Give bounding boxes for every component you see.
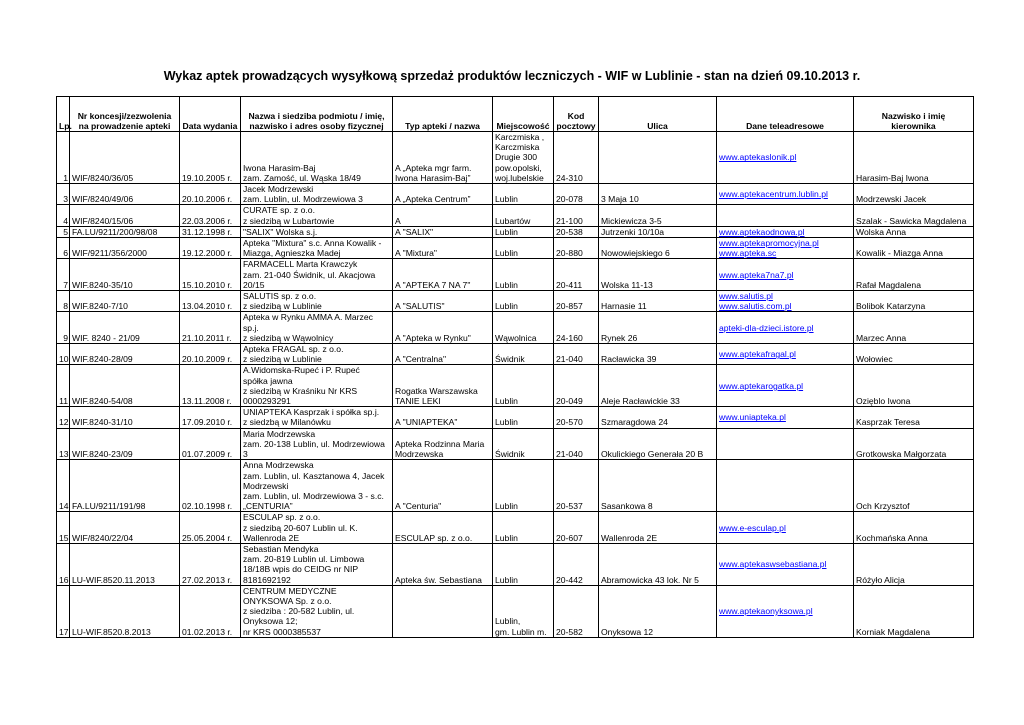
website-link-text[interactable]: www.aptekapromocyjna.pl www.apteka.sc [719, 238, 819, 259]
pharmacy-type: ESCULAP sp. z o.o. [393, 512, 493, 544]
row-number: 17 [57, 585, 70, 637]
header-lp: Lp. [57, 97, 70, 132]
header-pharmacy-type: Typ apteki / nazwa [393, 97, 493, 132]
website-link [717, 226, 854, 237]
issue-date: 19.10.2005 r. [180, 132, 241, 184]
entity-name: CENTRUM MEDYCZNE ONYKSOWA Sp. z o.o. z siedziba : 20-582 Lublin, ul. Onyksowa 12; nr KRS 0000385537 [241, 585, 393, 637]
license-number: LU-WIF.8520.11.2013 [70, 543, 180, 585]
town: Świdnik [493, 428, 554, 460]
header-entity-name: Nazwa i siedziba podmiotu / imię, nazwisko i adres osoby fizycznej [241, 97, 393, 132]
town: Wąwolnica [493, 312, 554, 344]
manager-name: Modrzewski Jacek [854, 184, 974, 205]
row-number: 15 [57, 512, 70, 544]
website-link-text[interactable]: www.uniapteka.pl [719, 412, 786, 423]
website-link [717, 238, 854, 259]
license-number: WIF/8240/49/06 [70, 184, 180, 205]
license-number: FA.LU/9211/200/98/08 [70, 226, 180, 237]
pharmacy-type: A "Centuria" [393, 460, 493, 512]
row-number: 6 [57, 238, 70, 259]
license-number: WIF/8240/36/05 [70, 132, 180, 184]
town: Świdnik [493, 344, 554, 365]
website-link [717, 585, 854, 637]
website-link-text[interactable]: www.aptekafragal.pl [719, 349, 796, 360]
issue-date: 25.05.2004 r. [180, 512, 241, 544]
entity-name: UNIAPTEKA Kasprzak i spółka sp.j. z siedzbą w Milanówku [241, 407, 393, 428]
license-number: FA.LU/9211/191/98 [70, 460, 180, 512]
website-link [717, 205, 854, 226]
issue-date: 21.10.2011 r. [180, 312, 241, 344]
table-row [57, 407, 974, 428]
street: Jutrzenki 10/10a [599, 226, 717, 237]
town: Karczmiska , Karczmiska Drugie 300 pow.opolski, woj.lubelskie [493, 132, 554, 184]
license-number: WIF.8240-31/10 [70, 407, 180, 428]
pharmacy-type: A "Apteka w Rynku" [393, 312, 493, 344]
row-number: 7 [57, 259, 70, 291]
entity-name: Apteka FRAGAL sp. z o.o. z siedzibą w Lublinie [241, 344, 393, 365]
postal-code: 20-411 [554, 259, 599, 291]
postal-code: 20-880 [554, 238, 599, 259]
website-link [717, 132, 854, 184]
issue-date: 20.10.2006 r. [180, 184, 241, 205]
table-row [57, 132, 974, 184]
postal-code: 20-857 [554, 291, 599, 312]
issue-date: 27.02.2013 r. [180, 543, 241, 585]
header-contact: Dane teleadresowe [717, 97, 854, 132]
entity-name: Apteka w Rynku AMMA A. Marzec sp.j. z siedzibą w Wąwolnicy [241, 312, 393, 344]
manager-name: Wołowiec [854, 344, 974, 365]
town: Lublin [493, 407, 554, 428]
entity-name: CURATE sp. z o.o. z siedzibą w Lubartowie [241, 205, 393, 226]
row-number: 4 [57, 205, 70, 226]
manager-name: Kochmańska Anna [854, 512, 974, 544]
entity-name: ESCULAP sp. z o.o. z siedzibą 20-607 Lublin ul. K. Wallenroda 2E [241, 512, 393, 544]
postal-code: 20-607 [554, 512, 599, 544]
street: Nowowiejskiego 6 [599, 238, 717, 259]
website-link-text[interactable]: www.aptekaslonik.pl [719, 152, 797, 163]
table-row [57, 460, 974, 512]
town: Lublin [493, 543, 554, 585]
entity-name: Sebastian Mendyka zam. 20-819 Lublin ul. Limbowa 18/18B wpis do CEIDG nr NIP 8181692192 [241, 543, 393, 585]
website-link-text[interactable]: www.e-esculap.pl [719, 522, 786, 533]
manager-name: Harasim-Baj Iwona [854, 132, 974, 184]
website-link [717, 512, 854, 544]
street [599, 132, 717, 184]
website-link [717, 259, 854, 291]
table-row [57, 238, 974, 259]
website-link [717, 344, 854, 365]
manager-name: Szalak - Sawicka Magdalena [854, 205, 974, 226]
pharmacy-type: Apteka św. Sebastiana [393, 543, 493, 585]
street: 3 Maja 10 [599, 184, 717, 205]
table-row [57, 344, 974, 365]
manager-name: Ozięblo Iwona [854, 365, 974, 407]
street: Abramowicka 43 lok. Nr 5 [599, 543, 717, 585]
postal-code: 21-040 [554, 344, 599, 365]
row-number: 9 [57, 312, 70, 344]
manager-name: Różyło Alicja [854, 543, 974, 585]
postal-code: 24-310 [554, 132, 599, 184]
town: Lublin [493, 512, 554, 544]
town: Lublin [493, 184, 554, 205]
town: Lublin [493, 460, 554, 512]
postal-code: 24-160 [554, 312, 599, 344]
postal-code: 21-040 [554, 428, 599, 460]
street: Mickiewicza 3-5 [599, 205, 717, 226]
row-number: 3 [57, 184, 70, 205]
postal-code: 20-049 [554, 365, 599, 407]
pharmacy-type: A "SALIX" [393, 226, 493, 237]
street: Szmaragdowa 24 [599, 407, 717, 428]
website-link-text[interactable]: www.aptekacentrum.lublin.pl [719, 189, 828, 200]
website-link [717, 312, 854, 344]
street: Rynek 26 [599, 312, 717, 344]
pharmacy-type: A [393, 205, 493, 226]
row-number: 12 [57, 407, 70, 428]
license-number: WIF.8240-7/10 [70, 291, 180, 312]
town: Lubartów [493, 205, 554, 226]
table-row [57, 291, 974, 312]
postal-code: 20-582 [554, 585, 599, 637]
website-link-text[interactable]: apteki-dla-dzieci.istore.pl [719, 322, 814, 333]
issue-date: 01.07.2009 r. [180, 428, 241, 460]
pharmacy-type: Rogatka Warszawska TANIE LEKI [393, 365, 493, 407]
street: Wallenroda 2E [599, 512, 717, 544]
manager-name: Korniak Magdalena [854, 585, 974, 637]
entity-name: Iwona Harasim-Baj zam. Zamość, ul. Wąska 18/49 [241, 132, 393, 184]
postal-code: 20-570 [554, 407, 599, 428]
license-number: WIF.8240-28/09 [70, 344, 180, 365]
license-number: WIF. 8240 - 21/09 [70, 312, 180, 344]
issue-date: 20.10.2009 r. [180, 344, 241, 365]
license-number: WIF/9211/356/2000 [70, 238, 180, 259]
pharmacy-type: Apteka Rodzinna Maria Modrzewska [393, 428, 493, 460]
website-link-text[interactable]: www.aptekarogatka.pl [719, 380, 804, 391]
license-number: WIF/8240/22/04 [70, 512, 180, 544]
table-row [57, 226, 974, 237]
postal-code: 20-538 [554, 226, 599, 237]
entity-name: A.Widomska-Rupeć i P. Rupeć spółka jawna z siedzibą w Kraśniku Nr KRS 0000293291 [241, 365, 393, 407]
entity-name: Anna Modrzewska zam. Lublin, ul. Kasztanowa 4, Jacek Modrzewski zam. Lublin, ul. Modrzewiowa 3 - s.c. „CENTURIA” [241, 460, 393, 512]
pharmacy-type: A "UNIAPTEKA" [393, 407, 493, 428]
header-postal-code: Kod pocztowy [554, 97, 599, 132]
row-number: 13 [57, 428, 70, 460]
pharmacy-type: A "APTEKA 7 NA 7" [393, 259, 493, 291]
header-manager: Nazwisko i imię kierownika [854, 97, 974, 132]
entity-name: "SALIX" Wolska s.j. [241, 226, 393, 237]
entity-name: FARMACELL Marta Krawczyk zam. 21-040 Świdnik, ul. Akacjowa 20/15 [241, 259, 393, 291]
license-number: WIF/8240/15/06 [70, 205, 180, 226]
issue-date: 01.02.2013 r. [180, 585, 241, 637]
postal-code: 20-537 [554, 460, 599, 512]
street: Wolska 11-13 [599, 259, 717, 291]
website-link [717, 543, 854, 585]
pharmacy-type: A „Apteka Centrum” [393, 184, 493, 205]
manager-name: Bolibok Katarzyna [854, 291, 974, 312]
table-row [57, 428, 974, 460]
row-number: 1 [57, 132, 70, 184]
header-town: Miejscowość [493, 97, 554, 132]
website-link [717, 428, 854, 460]
street: Racławicka 39 [599, 344, 717, 365]
town: Lublin [493, 259, 554, 291]
manager-name: Kasprzak Teresa [854, 407, 974, 428]
table-row [57, 312, 974, 344]
issue-date: 15.10.2010 r. [180, 259, 241, 291]
manager-name: Grotkowska Małgorzata [854, 428, 974, 460]
license-number: LU-WIF.8520.8.2013 [70, 585, 180, 637]
town: Lublin [493, 365, 554, 407]
table-row [57, 259, 974, 291]
street: Sasankowa 8 [599, 460, 717, 512]
row-number: 11 [57, 365, 70, 407]
website-link [717, 365, 854, 407]
website-link [717, 184, 854, 205]
manager-name: Marzec Anna [854, 312, 974, 344]
pharmacy-type: A "SALUTIS" [393, 291, 493, 312]
street: Harnasie 11 [599, 291, 717, 312]
town: Lublin, gm. Lublin m. [493, 585, 554, 637]
issue-date: 13.11.2008 r. [180, 365, 241, 407]
website-link-text[interactable]: www.aptekaodnowa.pl [719, 226, 805, 237]
manager-name: Kowalik - Miazga Anna [854, 238, 974, 259]
table-row [57, 205, 974, 226]
table-row [57, 365, 974, 407]
street: Okulickiego Generała 20 B [599, 428, 717, 460]
table-row [57, 585, 974, 637]
manager-name: Och Krzysztof [854, 460, 974, 512]
table-row [57, 543, 974, 585]
website-link-text[interactable]: www.apteka7na7.pl [719, 269, 794, 280]
license-number: WIF.8240-54/08 [70, 365, 180, 407]
table-row [57, 512, 974, 544]
website-link [717, 460, 854, 512]
entity-name: Maria Modrzewska zam. 20-138 Lublin, ul. Modrzewiowa 3 [241, 428, 393, 460]
manager-name: Wolska Anna [854, 226, 974, 237]
street: Onyksowa 12 [599, 585, 717, 637]
entity-name: Apteka "Mixtura" s.c. Anna Kowalik - Miazga, Agnieszka Madej [241, 238, 393, 259]
entity-name: Jacek Modrzewski zam. Lublin, ul. Modrzewiowa 3 [241, 184, 393, 205]
town: Lublin [493, 291, 554, 312]
header-issue-date: Data wydania [180, 97, 241, 132]
license-number: WIF.8240-35/10 [70, 259, 180, 291]
license-number: WIF.8240-23/09 [70, 428, 180, 460]
manager-name: Rafał Magdalena [854, 259, 974, 291]
pharmacy-table [56, 96, 974, 638]
issue-date: 22.03.2006 r. [180, 205, 241, 226]
row-number: 5 [57, 226, 70, 237]
header-street: Ulica [599, 97, 717, 132]
pharmacy-type [393, 585, 493, 637]
issue-date: 17.09.2010 r. [180, 407, 241, 428]
row-number: 14 [57, 460, 70, 512]
website-link [717, 291, 854, 312]
header-license-number: Nr koncesji/zezwolenia na prowadzenie apteki [70, 97, 180, 132]
postal-code: 20-442 [554, 543, 599, 585]
entity-name: SALUTIS sp. z o.o. z siedzibą w Lublinie [241, 291, 393, 312]
website-link-text[interactable]: www.aptekaonyksowa.pl [719, 606, 813, 617]
website-link-text[interactable]: www.salutis.pl www.salutis.com.pl [719, 291, 792, 312]
website-link [717, 407, 854, 428]
issue-date: 13.04.2010 r. [180, 291, 241, 312]
issue-date: 31.12.1998 r. [180, 226, 241, 237]
street: Aleje Racławickie 33 [599, 365, 717, 407]
website-link-text[interactable]: www.aptekaswsebastiana.pl [719, 559, 827, 570]
row-number: 8 [57, 291, 70, 312]
postal-code: 20-078 [554, 184, 599, 205]
issue-date: 19.12.2000 r. [180, 238, 241, 259]
pharmacy-type: A "Centralna" [393, 344, 493, 365]
row-number: 10 [57, 344, 70, 365]
table-row [57, 184, 974, 205]
row-number: 16 [57, 543, 70, 585]
pharmacy-type: A "Mixtura" [393, 238, 493, 259]
issue-date: 02.10.1998 r. [180, 460, 241, 512]
town: Lublin [493, 238, 554, 259]
town: Lublin [493, 226, 554, 237]
postal-code: 21-100 [554, 205, 599, 226]
table-header-row [57, 97, 974, 132]
pharmacy-type: A „Apteka mgr farm. Iwona Harasim-Baj” [393, 132, 493, 184]
page-title: Wykaz aptek prowadzących wysyłkową sprzedaż produktów leczniczych - WIF w Lublinie - stan na dzień 09.10.2013 r. [163, 69, 861, 83]
